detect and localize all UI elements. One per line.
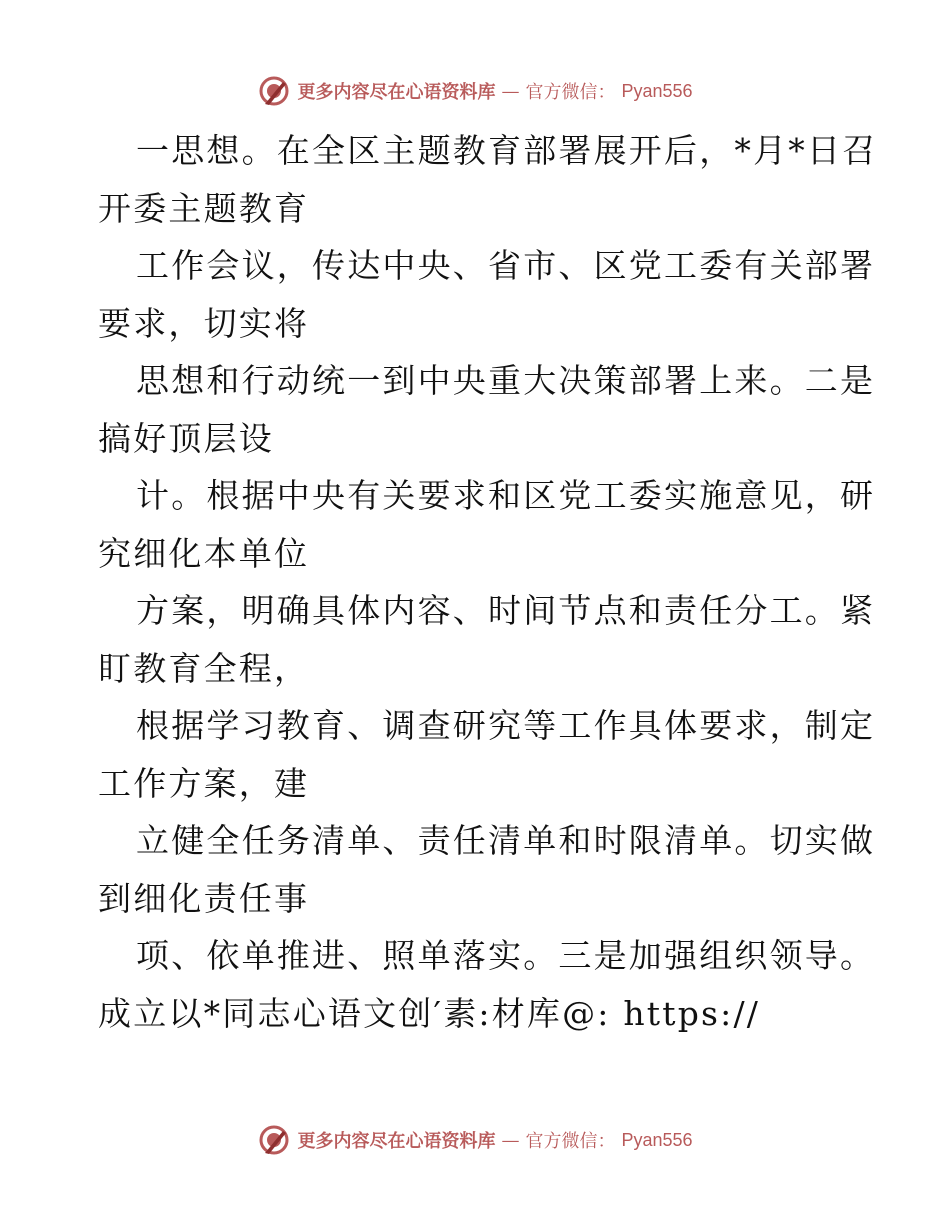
quill-circle-icon <box>257 1123 291 1157</box>
watermark-contact-handle: Pyan556 <box>621 1129 693 1150</box>
watermark-contact-label: 官方微信： <box>525 82 616 103</box>
watermark-contact-label: 官方微信： <box>525 1131 616 1152</box>
watermark-separator: — <box>501 1129 520 1151</box>
quill-circle-icon <box>257 74 291 108</box>
body-line: 项、依单推进、照单落实。三是加强组织领导。 <box>136 936 876 975</box>
watermark-contact-handle: Pyan556 <box>621 80 693 101</box>
document-body <box>98 122 878 1042</box>
watermark-brand: 更多内容尽在心语资料库 <box>297 82 496 103</box>
header-watermark <box>0 71 950 111</box>
body-line: 盯教育全程， <box>98 648 310 688</box>
body-line: 计。根据中央有关要求和区党工委实施意见，研 <box>136 476 876 515</box>
body-line: 搞好顶层设 <box>98 418 274 458</box>
body-line: 一思想。在全区主题教育部署展开后，*月*日召 <box>136 131 878 170</box>
body-line: 到细化责任事 <box>98 878 310 918</box>
watermark-brand: 更多内容尽在心语资料库 <box>297 1131 496 1152</box>
body-line: 工作会议，传达中央、省市、区党工委有关部署 <box>136 246 876 285</box>
body-line: 方案，明确具体内容、时间节点和责任分工。紧 <box>136 591 876 630</box>
body-line: 要求，切实将 <box>98 303 310 343</box>
footer-watermark <box>0 1120 950 1160</box>
body-line: 工作方案，建 <box>98 763 310 803</box>
body-line: 开委主题教育 <box>98 188 310 228</box>
body-line: 成立以*同志心语文创′素:材库@: https:// <box>98 993 761 1033</box>
watermark-separator: — <box>501 80 520 102</box>
body-line: 究细化本单位 <box>98 533 310 573</box>
body-line: 立健全任务清单、责任清单和时限清单。切实做 <box>136 821 876 860</box>
body-line: 根据学习教育、调查研究等工作具体要求，制定 <box>136 706 876 745</box>
body-line: 思想和行动统一到中央重大决策部署上来。二是 <box>136 361 876 400</box>
